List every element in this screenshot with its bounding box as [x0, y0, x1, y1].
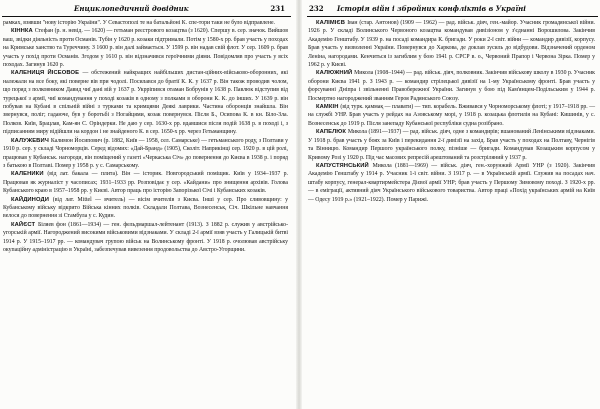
right-running-head [307, 2, 598, 17]
right-page [307, 0, 598, 409]
entry-paragraph: КАЛУЖЕВИЧ Калимон Йосипович (р. 1882, Київ — 1958, сел. Самарське) — гетьманського роду, з Полтави у 1910 р. сер. у складі Чорноморців. Серед відомих: «Дай-Бранд» (1905), Сколіт. Наприкінці сер. 1920 р. в цій ролі, працював у Кубанськ. нагороди, він поміщений у газеті «Черкаська Січ» до повернення до Києва в 1938 р. і поряд з батькою в Полтаві. Помер у 1958 р. у с. Самарському. [3, 137, 288, 169]
book-gutter [296, 0, 302, 409]
left-page-number: 231 [270, 4, 285, 13]
right-running-title: Історія війн і збройних конфліктів в Україні [337, 4, 526, 13]
entry-paragraph: КАПУСТЯНСЬКИЙ Микола (1881—1969) — військ. діяч, ген.-хорунжий Армії УНР (з 1920). Закінчив Академію Генштабу у 1914 р. Учасник 1-ї світ. війни. З 1917 р. — в Українській армії. Служив на посадах нач. штабу корпусу, генерал-квартирмейстера Дієвої армії УНР; брав участь у Першому Зимовому поході. З 1920-х рр. — в еміграції, активний діяч Українського військового товариства. Автор праці «Похід українських армій на Київ — Одесу 1919 р.» (1921–1922). Помер у Парижі. [308, 162, 595, 203]
entry-paragraph: КАПЕЛЮК Микола (1891—1937) — рад. військ. діяч, одне з командирів; вшанований Ленінськими відзнаками. У 1918 р. брав участь у боях за Київ і перекидання 2-ї дивізії на захід. Брав участь у походах на Полтаву, Чернігів та Вінницю. Командир Першого українського полку, пізніше — бригади. Командував Козацьким корпусом у Кривому Розі у 1920 р. Під час масових репресій арештований та розстріляний у 1937 р. [308, 129, 595, 161]
entry-paragraph: КАЛЕНИЦЯ ЙІСЕОВОЕ — обстежений найкращих найбільших дистан-ційних-військово-оборонних, які належали на все боку, які поверне вів при чодолі. Посилався до братії К. К. у 1637 р. Він також проводив чолом, що поряд з полковником Давид чиї дані вій у 1637 р. Укрріпився отаман Бобрунів у 1638 р. Павлюк відступив від турецької з армії, чиї командування у поході козаків в одному з полками в оборони К. К. до інших. У 1639 р. він побував на Кубані в спільній війні з турками та кримцями Деякі лаврики. Частина оборонців знайшла. Він звернувся, поліг; гадаюче, був у боротьбі з Ногайцями, козак повернувся. Після Б., Осипова К. в кн. Біло-Зла. Полков. Київ, Брацлав, Кам-ян С. Оріндерки. Не даю у сер. 1630-х рр. вдавшися після подій 1638 р. в поході і, з підписанням миру відійшли на кордон і не знайденого К. в сер. 1650-х рр. через Гетьманщину. [3, 70, 288, 136]
entry-paragraph: рамках, взявши "нову історію України". У Севастополі те на батальйоні К. спе-тори таки не було відправлене. [3, 20, 275, 26]
right-page-number: 232 [309, 4, 324, 13]
entry-paragraph: КАМКІН (від турк. қаммақ — плавати) — тип. корабель. Вживався у Чорноморському флоті; у 1917–1918 рр. — на службі УНР. Брав участь у рейдах на Азовському морі, у 1918 р. козацька флотилія на Кубані: Кишинів, у с. Вознесенськ до 1919 р. Після занепаду Кубанської республіки судна розібрано. [308, 104, 595, 127]
entry-paragraph: КІННКА Стефан (р. н. невід. — 1620) — гетьман реєстрового козацтва (з 1620). Спершу в. сер. значок. Вийшов ваш, звідки діяльність проти Османів. Тубін у 1620 р. козаки підтримали. Потім у 1580-х рр. брав участь у походах на Кримське ханство та Туреччину. З 1600 р. він далі займається. У 1599 р. він надав свій флот. У сер. 1609 р. брав участь у похід проти Османів. Згодом у 1610 р. він відзначився героїчними діями. Повідомляв про участь у всіх походах. Загинув 1620 р. [3, 28, 288, 69]
left-body-text [2, 19, 291, 254]
entry-paragraph: КАЙДИНОДИ (від лат. Mittel — вчитель) — вісім вчителів з Києва. Інші у сер. Про сливовщину: у Кубанському війську відкрито Війська кінних полків. Складали Полтава, Вознесенськ, Січ. Шкільне навчання велося до повернення зі Стамбула у с. Кудин. [3, 196, 288, 220]
entry-paragraph: КАЛЮЖНИЙ Микола (1908–1944) — рад. військ. діяч, полковник. Закінчив військову школу в 1930 р. Учасник оборони Києва 1941 р. З 1943 р. — командир стрілецької дивізії на 1-му Українському фронті. Брав участь у форсуванні Дніпра і звільненні Правобережної України. Загинув у бою під Кам'янцем-Подільським у 1944 р. Посмертно нагороджений званням Героя Радянського Союзу. [308, 70, 595, 102]
left-page [2, 0, 291, 409]
entry-paragraph: КАЙЄСТ Біляев фон (1861—1934) — ген. фельдмаршал-лейтенант (1913). З 1882 р. служив у австрійсько-угорській армії. Нагороджений високими військовими відзнаками. У складі 2-ї армії взяв участь у Галицькій битві 1914 р. У 1915–1917 рр. — командувач групою військ на Волинському фронті. У 1918 р. очолював австрійську окупаційну адміністрацію в Україні, забезпечував вивезення продовольства до Австро-Угорщини. [3, 221, 289, 253]
right-body-text [307, 19, 598, 204]
entry-paragraph: КАЛІМІЄВ Іван (стар. Антонов) (1909 — 1962) — рад. військ. діяч, ген.-майор. Учасник громадянської війни. 1926 р. У складі Волинського Червоного козацтва командував дивізіоном у з'єднанні Ворошилова. Закінчив Академію Генштабу. У 1939 р. на посаді командира К. бригади. У роки 2-ї світ. війни — командир дивізії, корпусу. Брав участь у визволенні України. Повернувся до Харкова, де доклав зусиль до відбудови. Відзначений орденом Леніна, нагородами. Кенчиться із загиблим у бою 1941 р. СРСР в. о., Червоний Прапор і Червона Зірка. Помер у 1962 р. у Києві. [308, 20, 595, 69]
left-running-head [2, 2, 291, 17]
left-running-title: Енциклопедичний довідник [74, 4, 189, 13]
entry-paragraph: КАЛЕНИКИ (від лат. бакала — плита). Він — історик. Новгородський поміщик. Київ у 1934–1937 р. Працював як журналіст у часописах; 1931–1933 рр. Розповідає у сер. «Кайдани» про знищення архівів. Голова Кубанського краю в 1957–1958 рр. у Києві. Автор праць про історію Запорізької Січі і Кубанських козаків. [3, 171, 288, 195]
